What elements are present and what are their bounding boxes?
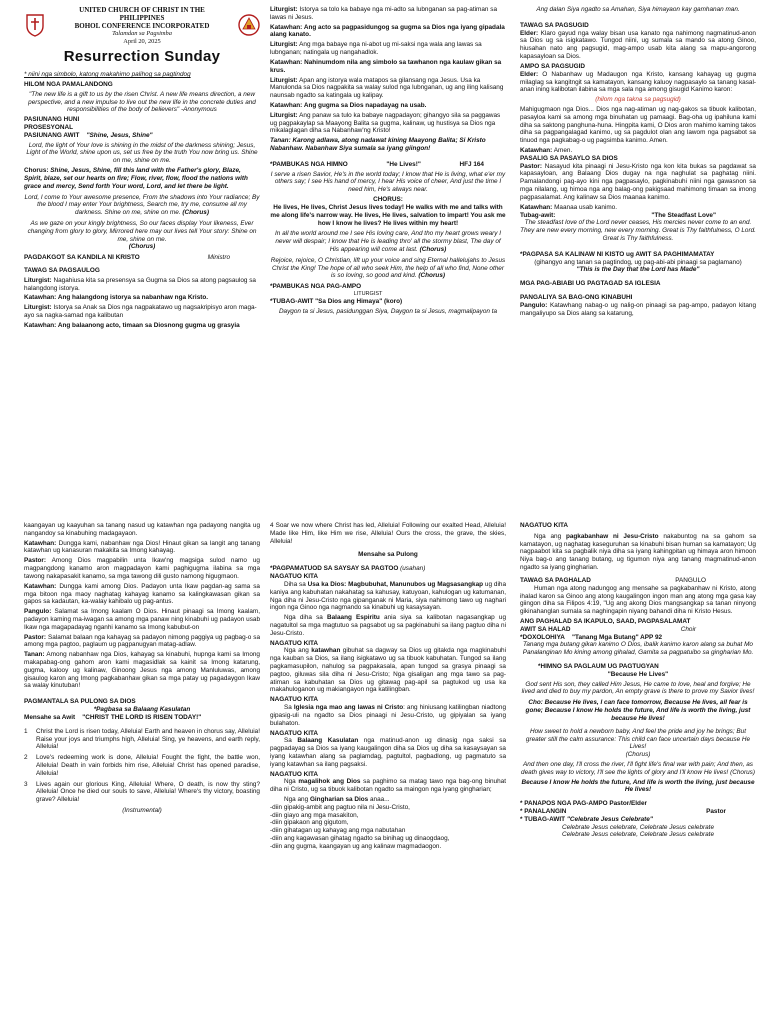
creed-pre: Sa (284, 737, 298, 745)
kandila-leader: Ministro (207, 254, 230, 262)
he-lives-verse-2-text: In all the world around me I see His loving care, And tho my heart grows weary I never will despair; I know that He is leading thro' all the stormy blast, The day of His appearing will come at last. (274, 230, 502, 253)
pastor-assurance (520, 163, 756, 202)
silent-pause: (hilom nga takna sa pagsugid) (595, 96, 681, 104)
paghalad-heading (520, 577, 756, 585)
service-date: April 20, 2025 (123, 37, 161, 45)
conference-seal-icon (238, 12, 260, 38)
ampo-prayer-2: Mahigugmaon nga Dios... Dios nga nag-atiman ug nag-gakos sa tibuok kalibotan, pasayloa kami sa among mga binuhatan ug pamaagi. Bag-oha ug ipahiluna kami diha sa saktong panghuna-huna. Hingpita kami, O Dios aron mahimo kaming takos diha sa pagpangalagad kanimo, ug sa pagdulot olan ang lawom nga pagsabot sa tinuod nga pagkabag-o ug pagsimba kanimo. Amen. (520, 105, 756, 145)
pastor-text: Nasayud kita pinaagi ni Jesu-Kristo nga kon kita bukas sa pagdawat sa kapasayloan, ang Balaang Dios dugay na nga naghulat sa paghatag niini. Pamalandongi pag-ayo kini nga pagpasaylo, pagkinabuhi niini nga gawasnon sa mga nilalang, ug himoa nga ang balag-ong pakigsaad mahimong timaan sa imong pagpasalamat. Ang kalinaw sa Dios maanaa kanimo. (520, 162, 756, 201)
org-line-4: Talamdan sa Pagsimba (112, 30, 172, 38)
symbol-note: * niini nga simbolo, katong makahimo palihog sa pagtindog (24, 71, 191, 79)
hymn-verse-4: 4 Soar we now where Christ has led, Alleluia! Following our exalted Head, Alleluia! Made like Him, like Him we rise, Alleluia! Ours the cross, the grave, the skies, Alleluia! (270, 522, 506, 545)
litany-text: Nagahiusa kita sa presensya sa Gugma sa Dios sa atong pagsaulog sa halangdong istorya. (24, 276, 256, 292)
prosesyonal: PROSESYONAL (24, 124, 74, 132)
kalinaw-note: (gihangyo ang tanan sa pagtindog, ug pag-abi-abi pinaagi sa paglamano) (534, 258, 742, 266)
paghalad-label: TAWAG SA PAGHALAD (520, 576, 591, 584)
creed-text: nakabuntog na sa gahom sa kamatayon, ug naghatag kaseguruhan sa kinabuhi bisan human sa kamatayon; Ug nagpaabot kita sa pagbalik niya diha sa iyang kahingpitan ug himaya aron himoon Niya bag-o ang tanang butang, ug tigumon niya ang tanang magmatinud-anon ngadto sa iyang gingharian. (520, 532, 756, 572)
liturgist-label: Liturgist: (270, 76, 298, 84)
katawhan-label: Katawhan: (24, 321, 57, 329)
mensahe-title: "CHRIST THE LORD IS RISEN TODAY!" (82, 713, 202, 721)
org-line-2: PHILIPPINES (119, 14, 165, 23)
elder-label: Elder: (520, 29, 539, 37)
creed-bold: Balaang Espiritu (327, 614, 380, 622)
shine-verse-2 (24, 194, 260, 217)
column-5 (270, 522, 506, 1018)
litany-text: Ang panaw sa tulo ka babaye nagpadayon; gihangyo sila sa paggawas ug pagpakaylap sa Maayong Balita sa gugma, kalinaw, ug hustisya sa Dios nga mikalaglagan diha sa Nabanhaw'ng Kristo! (270, 111, 501, 135)
tanan-label: Tanan: (24, 651, 45, 659)
ampo-title: AMPO SA PAGSUGID (520, 62, 585, 70)
because-verse-1: God sent His son, they called Him Jesus, He came to love, heal and forgive; He lived and died to buy my pardon, An empty grave is there to prove my Savior lives! (521, 680, 755, 696)
pagsaulog-title: TAWAG SA PAGSAULOG (24, 267, 100, 275)
panalangin-label: * PANALANGIN (520, 808, 567, 815)
doxology-label: *DOXOLOHIYA (520, 633, 565, 641)
litany-line (24, 651, 260, 690)
pulong-title: PAGMANTALA SA PULONG SA DIOS (24, 698, 136, 706)
himno-paglaum-song: "Because He Lives" (607, 670, 669, 678)
celebrate-line: Celebrate Jesus celebrate, Celebrate Jesus celebrate (561, 823, 715, 831)
because-chorus: Cho: Because He lives, I can face tomorrow, Because He lives, all fear is gone; Because I know He holds the future, And life is worth the living, just because He lives! (525, 699, 751, 722)
hymn-verse (24, 728, 260, 751)
verse-number: 1 (24, 727, 28, 735)
liturgist-caps: LITURGIST (353, 291, 383, 297)
mensahe-label: Mensahe sa Awit (24, 713, 76, 721)
katawhan-label: Katawhan: (520, 147, 553, 154)
himno-title: "He Lives!" (386, 160, 421, 168)
creed-text: ug diha kaniya ang kabuhatan nakahatag sa kahusay, katuyoan, kahulogan ug katumanan, Nga diha ni Jesu-Cristo nga gipanganak ni Maria, siya nahimong tawo ug naghari ingon nga Ginoo nga nagmando sa kinabuhi ug kasaysayan. (270, 580, 506, 612)
litany-line (270, 112, 506, 135)
litany-line (24, 294, 260, 302)
awit-halad-label: AWIT SA HALAD (520, 625, 571, 633)
katawhan-label: Katawhan: (24, 539, 57, 547)
abiabi-title: MGA PAG-ABIABI UG PAGTAGAD SA IGLESIA (520, 280, 661, 288)
nagatuo-kita: NAGATUO KITA (520, 522, 569, 529)
paghalad-leader: PANGULO (675, 576, 706, 584)
column-6 (520, 522, 756, 1018)
pangulo-text: Katawhang nabag-o ug nalig-on pinaagi sa pag-ampo, padayon kitang mangaliyupo sa Dios alang sa katarung, (520, 301, 756, 317)
litany-line (270, 24, 506, 40)
elder-call (520, 30, 756, 61)
shine-verse-3-text: As we gaze on your kingly brightness, So our faces display Your likeness, Ever changing from glory to glory, Mirrored here may our lives tell Your story: Shine on me, shine on me. (27, 219, 257, 243)
column-4 (24, 522, 260, 1018)
doxology-heading (520, 634, 756, 642)
chorus-label: Chorus: (24, 167, 49, 175)
list-item: -diin ang gugma, kaangayan ug ang kalinaw magmadaogon. (270, 842, 442, 850)
kandila-row (24, 254, 260, 262)
halad-title: ANG PAGHALAD SA IKAPULO, SAAD, PAGPASALAMAT (520, 617, 691, 625)
creed-bold: katawhan (311, 647, 341, 655)
tubag-label: * TUBAG-AWIT (520, 815, 566, 823)
creed-text: nga matinud-anon ug dinasig nga saksi sa pagpadayag sa Dios sa iyang kaugalingon diha sa Dios ug diha sa kasaysayan sa iyang katawhan alang sa paglamdag, pagtultol, pagbadlong, ug pagmatuto sa iyang katawhan sa ilang pagsaksi. (270, 737, 506, 768)
he-lives-chorus: He lives, He lives, Christ Jesus lives today! He walks with me and talks with me along life's narrow way. He lives, He lives, salvation to impart! You ask me how I know he lives? He lives within my heart! (270, 203, 506, 227)
katawhan-response (520, 204, 756, 212)
nagatuo-kita: NAGATUO KITA (270, 639, 319, 647)
litany-line (24, 583, 260, 606)
pastor-label: Pastor: (520, 162, 543, 170)
pagtoo-title-text: *PAGPAMATUOD SA SAYSAY SA PAGTOO (270, 565, 399, 573)
litany-line (270, 102, 506, 110)
kalinaw-title: *PAGPASA SA KALINAW NI KISTO ug AWIT SA PAGHIMAMATAY (520, 250, 715, 258)
creed-pre: Sa (284, 704, 294, 712)
steadfast-lyrics: The steadfast love of the Lord never ceases, His mercies never come to an end. They are new every morning, new every morning. Great is Thy faithfulness, O Lord. Great is Thy faithfulness. (520, 219, 756, 242)
litany-text: Salamat balaan nga kahayag sa padayon nimong paggiya ug pagbag-o sa among mga pagtoo, paglaum ug pagpanugyan matag-adlaw. (24, 633, 260, 649)
litany-text: Apan ang istorya wala matapos sa gilansang nga Jesus. Usa ka Manulonda sa Dios nagpakita sa walay sulod nga lubnganan, ug ang iling kalisang naunsab ngadto sa katingala ug kalipay. (270, 76, 504, 100)
litany-text: Ang balaanong acto, timaan sa Diosnong gugma ug grasyia (57, 321, 240, 329)
litany-text: Among nabanhaw nga Dios, kahayag sa kinabuhi, hupnga kami sa Imong makapabag-ong gahom aron kami magasidlak sa kainit sa Imong katarung, gugma, kalooy ug kalinaw, Ginoong Jesus nga among Manluluwas, among gisaulog karon ang Imong pagkabanhaw gikan sa mga patay ug pagadaygon Ikaw sa walay kinutuban! (24, 651, 260, 690)
litany-text: Dungga kami among Dios. Padayon unta Ikaw pagdan-ag sama sa mga bitoon nga maoy naghatag kahayag kanamo sa kalingkawasan gikan sa gapos sa kadautan, ka-walay kahibalo ug pag-antus. (24, 582, 260, 606)
pasiunang-awit-heading (24, 132, 260, 140)
hilom-quote: "The new life is a gift to us by the risen Christ. A new life means direction, a new perspective, and a new impulse to live out the new life in the concrete duties and responsibilities of the body of believers" -Anonymous (28, 90, 256, 114)
verse-number: 2 (24, 754, 28, 762)
creed-text: gibuhat sa dagway sa Dios ug gitakda nga magkinabuhi nga kauban sa Dios, sa ilang isigkatawo ug sa tibuok kabuhatan. Tungod sa ilang pagkamasupilon, nahulog sa pagpakasala, apan tungod sa grasya pinaagi sa pagtoo, giluwas sila diha ni Jesu-Cristo; Nga gisaligan ang mga tawo sa pag-atiman sa kabuhatan sa Dios ug gitawag pag-apil sa pagtukod ug usa ka makahuloganon ug makiangayon nga katilingban. (270, 647, 506, 694)
pangulo-label: Pangulo: (520, 301, 548, 309)
creed-pre: Nga ang (284, 647, 312, 655)
list-item: -diin giayo ang mga masakiton, (270, 811, 359, 819)
instrumental-note: (Instrumental) (122, 807, 162, 814)
creed-bold: Iglesia nga mao ang lawas ni Cristo (293, 704, 404, 712)
organization-block (75, 6, 210, 45)
pastor-label: Pastor: (24, 557, 47, 565)
creed-text: ania siya sa kalibotan nagasangkap ug nagatultol sa mga magtutuo sa pagsabot ug sa pagkinabuhi sa ilang pagtuo diha ni Jesu-Cristo. (270, 614, 506, 637)
list-item: -diin gipakaon ang gigutom, (270, 819, 349, 827)
pangaliya-title: PANGALIYA SA BAG-ONG KINABUHI (520, 294, 633, 301)
litany-text: Salamat sa Imong kaalam O Dios. Hinaut pinaagi sa Imong kaalam, padayon kaming ma-iwagan sa among mga panaw ning kinabuhi ug padayon usab Ikaw nga magapadayag nganhi kanamo sa Imong kabubut-on (24, 608, 260, 631)
tubag-lyrics: Daygon ta si Jesus, pasidunggan Siya, Daygon ta si Jesus, magmalipayon ta (278, 307, 498, 315)
hilom-title: HILOM NGA PAMALANDONG (24, 80, 113, 88)
awit-halad-leader: Choir (680, 625, 696, 633)
litany-line (24, 557, 260, 580)
himno-heading (270, 161, 506, 169)
column-1 (24, 6, 260, 506)
litany-line (270, 137, 506, 153)
hymn-verse (24, 781, 260, 804)
creed-paragraph (270, 778, 506, 794)
liturgist-label: Liturgist: (270, 41, 298, 49)
chorus-tag-2: (Chorus) (418, 272, 446, 280)
pangulo-label: Pangulo: (24, 608, 52, 616)
list-item: -diin ang kagawasan gihatag ngadto sa binihag ug dinaogdaog, (270, 835, 450, 843)
creed-bold: Usa ka Dios: Magbubuhat, Manunubos ug Magsasangkap (307, 580, 484, 588)
litany-text: Nahinumdom nila ang simbolo sa tawhanon nga kaulaw gikan sa krus. (270, 58, 502, 74)
verse-text: Love's redeeming work is done, Alleluia! Fought the fight, the battle won, Alleluia! Death in vain forbids him rise, Alleluia! Christ has opened paradise, Alleluia! (36, 754, 260, 777)
church-seal-icon (24, 12, 46, 38)
creed-text: sa paghimo sa matag tawo nga bag-ong binuhat diha ni Cristo, ug sa tibuok kalibotan ngadto sa maingon nga iyang gingharian; (270, 778, 506, 794)
he-lives-verse-1: I serve a risen Savior, He's in the world today; I know that He is living, what e'er my others say; I see His hand of mercy, I hear His voice of cheer, And just the time I need him, He's always near. (270, 170, 506, 194)
litany-text: Among Dios magpabilin unta Ikaw'ng magsiga sulod namo ug magpangdong kanamo aron magpadayon kami paghigugma ilabina sa mga tawong nakapasakit kanamo, sa mga tawong dili gusto namong higugmaon. (24, 557, 260, 580)
litany-text: Istorya sa tolo ka babaye nga mi-adto sa lubnganan sa pag-atiman sa lawas ni Jesus. (270, 6, 498, 21)
litany-text: Ang mga babaye nga ni-abot ug mi-saksi nga wala ang lawas sa lubnganan; natingala ug nangahadlok. (270, 41, 482, 57)
nagatuo-kita: NAGATUO KITA (270, 696, 319, 704)
tubag-title: "Celebrate Jesus Celebrate" (566, 815, 653, 823)
bulletin-header (24, 6, 260, 45)
creed-pre: Nga diha sa (284, 614, 328, 622)
kingdom-list (270, 804, 506, 851)
tubag-title: "Sa Dios ang Himaya" (koro) (315, 297, 403, 305)
litany-line (24, 540, 260, 556)
creed-paragraph (270, 704, 506, 727)
tubag-awit-title: "The Steadfast Love" (651, 211, 716, 219)
awit-halad-row (520, 626, 756, 634)
pasiunang-awit-label: PASIUNANG AWIT (24, 131, 80, 139)
elder-label: Elder: (520, 70, 539, 78)
himno-number: HFJ 164 (459, 160, 484, 168)
liturgist-label: Liturgist: (24, 276, 52, 284)
katawhan-label: Katawhan: (520, 203, 553, 211)
kandila-label: PAGDAKGOT SA KANDILA NI KRISTO (24, 254, 140, 262)
himno-label: *PAMBUKAS NGA HIMNO (270, 160, 348, 168)
liturgist-label: Liturgist: (270, 6, 298, 13)
prayer-continuation: kaangayan ug kaayuhan sa tanang nasud ug katawhan nga padayong nangita ug nangandoy sa kinabuhing madagayaon. (24, 522, 260, 537)
creed-pre: Diha sa (284, 580, 308, 588)
shine-chorus (24, 167, 260, 190)
ampo-text: O Nabanhaw ug Madaugon nga Kristo, kansang kahayag ug gugma milaglag sa kangitngit sa kamatayon, kansang kaluoy nagpasaylo sa tanang kasal-anan ining kalibotan ilabina sa mga sala nga among gisugid Kanimo karon: (520, 70, 756, 94)
mensahe-heading (24, 714, 260, 722)
litany-text: Dungga kami, nabanhaw nga Dios! Hinaut gikan sa langit ang tanang katawhan ug kanasuran makakita sa Imong kahayag. (24, 539, 260, 555)
creed-bold: Gingharian sa Dios (309, 796, 369, 803)
panalangin-leader: Pastor (706, 808, 726, 815)
org-line-1: UNITED CHURCH OF CHRIST IN THE (79, 6, 205, 14)
chorus-text: Shine, Jesus, Shine, fill this land with the Father's glory, Blaze, Spirit, blaze, set our hearts on fire; Flow, river, flow, flood the nations with grace and mercy, Send forth Your word, Lord, and let there be light. (24, 167, 248, 190)
response-text: Maanaa usab kanimo. (554, 203, 617, 211)
creed-paragraph (270, 737, 506, 768)
nagatuo-kita: NAGATUO KITA (270, 770, 319, 778)
litany-text: Ang acto sa pagpasidungog sa gugma sa Dios nga iyang gipadala alang kanato. (270, 23, 505, 39)
litany-line (24, 304, 260, 320)
litany-line (270, 59, 506, 75)
pasiunang-huni: PASIUNANG HUNI (24, 116, 80, 124)
he-lives-verse-3-text: Rejoice, rejoice, O Christian, lift up your voice and sing Eternal hallelujahs to Jesus Christ the King! The hope of all who seek Him, the help of all who find, None other is so loving, so good and kind. (270, 256, 506, 280)
he-lives-verse-3 (270, 257, 506, 280)
column-2 (270, 6, 506, 506)
page-title: Resurrection Sunday (63, 47, 221, 65)
katawhan-amen (520, 147, 756, 155)
litany-line (24, 634, 260, 650)
pag-ampo-title: *PAMBUKAS NGA PAG-AMPO (270, 283, 362, 291)
org-line-3: BOHOL CONFERENCE INCORPORATED (74, 22, 210, 31)
creed-paragraph (270, 581, 506, 612)
litany-text: Ang gugma sa Dios napadayag na usab. (303, 101, 427, 109)
nagatuo-kita: NAGATUO KITA (270, 729, 319, 737)
litany-text: Istorya sa Anak sa Dios nga nagpakatawo ug nagsakripisyo aron maga-ayo sa nagka-samad nga kalibutan (24, 304, 257, 320)
creed-bold: magalihok ang Dios (298, 778, 361, 786)
column-3 (520, 6, 756, 506)
panapos-title: * PANAPOS NGA PAG-AMPO Pastor/Elder (520, 800, 648, 808)
kalinaw-song: "This is the Day that the Lord has Made" (576, 266, 700, 274)
hymn-verses (24, 728, 260, 804)
celebrate-line: Celebrate Jesus celebrate, Celebrate Jesus celebrate (561, 831, 715, 839)
nagatuo-kita: NAGATUO KITA (270, 573, 319, 581)
creed-paragraph (270, 614, 506, 637)
tubag-label: *TUBAG-AWIT (270, 297, 314, 305)
chorus-tag-2: (Chorus) (128, 243, 156, 251)
katawhan-label: Katawhan: (270, 23, 303, 31)
doxology-lyrics: Tanang mga butang gikan kanimo O Dios, ibalik kanimo karon alang sa buhat Mo Panalanginan Mo kining among gihalad, Gamita sa pagpatuibo sa gingharian Mo. (522, 641, 754, 657)
chorus-tag: (Chorus) (625, 751, 651, 759)
liturgist-label: Liturgist: (24, 304, 52, 312)
elder-text: Klaro gayud nga walay bisan usa kanato nga nahimong nagmatinud-anon sa Dios ug sa isigkatawo. Tungod niini, ug sumala sa mando sa atong Ginoo, hiusahan nato ang pagsugid, mag-ampo usab kita alang sa mapu-angorong kapasayloan sa Dios. (520, 29, 756, 61)
panalangin-row (520, 808, 756, 816)
creed-paragraph (520, 533, 756, 572)
creed-pre: Nga ang (284, 796, 310, 803)
hymn-verse (24, 754, 260, 777)
pasiunang-awit-title: "Shine, Jesus, Shine" (86, 131, 153, 139)
because-verse-2-text: How sweet to hold a newborn baby, And feel the pride and joy he brings; But greater still the calm assurance: This child can face uncertain days because He Lives! (525, 727, 751, 751)
creed-text: anaa... (368, 796, 390, 803)
pagsugid-title: TAWAG SA PAGSUGID (520, 21, 589, 29)
paghalad-text: Human nga atong nadungog ang mensahe sa pagkabanhaw ni Kristo, atong ihalad karon sa Ginoo ang atong kaugalingon ingon man ang atong mga gasa kay giingon diha sa Filipos 4:19, "Ug ang akong Dios mangsangkap sa tanan ninyong gikinahanglan sumala sa naghingapin niyang bahandi diha ni Kristo Hesus. (520, 584, 756, 616)
himno-paglaum-title: *HIMNO SA PAGLAUM UG PAGTUGYAN (538, 663, 659, 670)
litany-line (24, 277, 260, 293)
liturgist-label: Liturgist: (270, 111, 298, 119)
litany-line (24, 608, 260, 631)
list-item: -diin gihatagan ug kahayag ang mga nabutahan (270, 827, 406, 835)
because-verse-3: And then one day, I'll cross the river, I'll fight life's final war with pain; And then, as death gives way to victory, I'll see the lights of glory and I'll know He lives! (Chorus) (521, 760, 755, 776)
because-verse-2 (520, 728, 756, 759)
katawhan-label: Katawhan: (24, 294, 57, 302)
because-ending: Because I know He holds the future, And life is worth the living, just because He lives! (521, 778, 755, 794)
litany-line (270, 6, 506, 22)
katawhan-label: Katawhan: (270, 58, 303, 66)
litany-line (270, 77, 506, 100)
tubag-awit-final (520, 816, 756, 824)
amen-text: Amen. (553, 147, 573, 154)
pagtoo-title (270, 565, 506, 573)
creed-bold: Balaang Kasulatan (297, 737, 359, 745)
litany-text: Ang halangdong istorya sa nabanhaw nga Kristo. (57, 294, 209, 302)
tubag-awit-label: Tubag-awit: (520, 211, 556, 219)
shine-verse-1: Lord, the light of Your love is shining in the midst of the darkness shining; Jesus, Light of the World, shine upon us, set us free by the truth You now bring us. Shine on me, shine on me. (26, 141, 258, 165)
mensahe-pulong: Mensahe sa Pulong (358, 551, 418, 559)
katawhan-label: Katawhan: (270, 101, 303, 109)
creed-pre: Nga (284, 778, 299, 786)
ampo-prayer (520, 71, 756, 94)
litany-line (270, 41, 506, 57)
creed-paragraph (270, 647, 506, 694)
pangulo-prayer (520, 302, 756, 318)
creed-bold: pagkabanhaw ni Jesu-Cristo (565, 532, 659, 540)
chorus-tag: (Chorus) (182, 209, 209, 217)
pastor-label: Pastor: (24, 633, 47, 641)
shine-verse-3 (24, 220, 260, 251)
litany-line (24, 322, 260, 330)
shine-verse-2-text: Lord, I come to Your awesome presence, From the shadows into Your radiance; By the blood I may enter Your brightness, Search me, try me, consume all my darkness. Shine on me, shine on me. (24, 193, 260, 217)
pasalig-title: PASALIG SA PASAYLO SA DIOS (520, 154, 618, 162)
tubag-heading (270, 298, 506, 306)
verse-text: Christ the Lord is risen today, Alleluia! Earth and heaven in chorus say, Alleluia! Raise your joys and triumphs high, Alleluia! Sing, ye heavens, and earth reply, Alleluia! (36, 727, 260, 751)
verse-number: 3 (24, 780, 28, 788)
chorus-heading: CHORUS: (373, 196, 403, 204)
katawhan-label: Katawhan: (24, 582, 57, 590)
tanan-label: Tanan: (270, 137, 291, 145)
pagtoo-note: (usahan) (400, 565, 426, 573)
verse-text: Lives again our glorious King, Alleluia! Where, O death, is now thy sting? Alleluia! Once he died our souls to save, Alleluia! Where's thy victory, boasting grave? Alleluia! (36, 780, 260, 804)
basa-title: *Pagbasa sa Balaang Kasulatan (93, 706, 191, 714)
creed-pre: Nga ang (534, 532, 566, 540)
tubag-continuation: Ang dalan Siya ngadto sa Amahan, Siya himayaon kay gamhanan man. (536, 6, 740, 13)
doxology-title: "Tanang Mga Butang" APP 92 (571, 633, 663, 641)
litany-text: Karong adlawa, atong nadawat kining Maayong Balita; Si Kristo Nabanhaw. Nabanhaw Siya sumala sa iyang giingon! (270, 137, 486, 152)
creed-paragraph (270, 796, 506, 804)
creed-text: : ang hiniusang katilingban niadtong gipasig-uli na ngadto sa Dios pinaagi ni Jesu-Cristo, ug gipiyalan sa iyang bulahaton. (270, 704, 506, 727)
tubag-awit-heading (520, 212, 756, 220)
list-item: -diin gipakig-ambit ang pagtuo nila ni Jesu-Cristo, (270, 803, 410, 811)
chorus-tag: (Chorus) (419, 245, 447, 253)
he-lives-verse-2 (270, 230, 506, 253)
